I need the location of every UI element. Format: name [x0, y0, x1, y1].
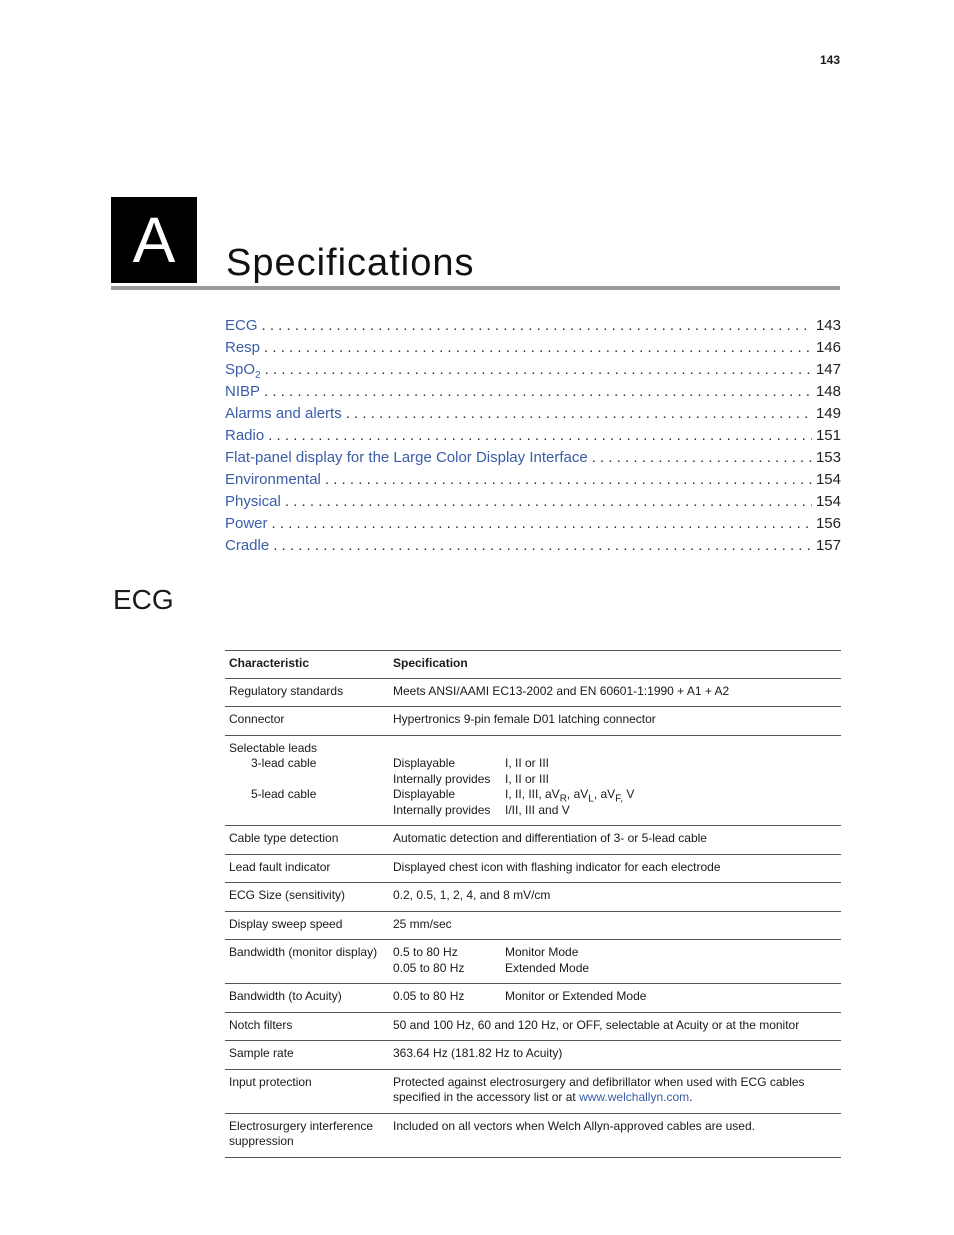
toc-link[interactable]: Physical [225, 493, 281, 510]
bandwidth-mode: Extended Mode [505, 960, 590, 975]
toc-page: 151 [815, 427, 841, 444]
toc-page: 154 [815, 471, 841, 488]
specification-cell: Included on all vectors when Welch Allyn-approved cables are used. [389, 1113, 841, 1157]
toc-link[interactable]: Cradle [225, 537, 270, 554]
lead-option-label: Displayable [393, 756, 456, 770]
toc-entry-radio[interactable] [225, 427, 841, 449]
specification-cell [389, 984, 841, 1013]
toc-link[interactable] [225, 361, 261, 381]
page-number: 143 [819, 53, 840, 67]
toc-link[interactable]: ECG [225, 317, 258, 334]
toc-link[interactable]: Flat-panel display for the Large Color Display Interface [225, 449, 588, 466]
specification-cell: 363.64 Hz (181.82 Hz to Acuity) [389, 1041, 841, 1070]
toc-link[interactable]: Environmental [225, 471, 321, 488]
toc-entry-power[interactable] [225, 515, 841, 537]
characteristic-cell: Input protection [225, 1069, 389, 1113]
cell-line: suppression [229, 1134, 294, 1148]
text-part: , aV [566, 787, 589, 801]
toc-page: 148 [815, 383, 841, 400]
toc-page: 146 [815, 339, 841, 356]
lead-option-value: I, II or III [505, 756, 550, 770]
toc-leader [592, 449, 812, 466]
table-row [225, 883, 841, 912]
welchallyn-link[interactable]: www.welchallyn.com [579, 1090, 690, 1104]
toc-link-subscript: 2 [255, 370, 261, 381]
characteristic-cell: Notch filters [225, 1012, 389, 1041]
table-row [225, 707, 841, 736]
table-row [225, 911, 841, 940]
toc-entry-nibp[interactable] [225, 383, 841, 405]
characteristic-cell: Lead fault indicator [225, 854, 389, 883]
characteristic-cell: Bandwidth (to Acuity) [225, 984, 389, 1013]
toc-page: 147 [815, 361, 841, 378]
bandwidth-grid [393, 945, 837, 976]
bandwidth-range: 0.05 to 80 Hz [393, 960, 465, 975]
bandwidth-range: 0.5 to 80 Hz [393, 945, 458, 959]
toc-page: 156 [815, 515, 841, 532]
table-row [225, 678, 841, 707]
toc-link-text: SpO [225, 361, 256, 378]
specification-cell [389, 940, 841, 984]
toc-page: 153 [815, 449, 841, 466]
toc-entry-flat-panel[interactable] [225, 449, 841, 471]
subscript: L [588, 793, 594, 805]
table-row [225, 1041, 841, 1070]
lead-option-value [505, 787, 837, 803]
column-header: Specification [389, 651, 841, 679]
toc-link[interactable]: NIBP [225, 383, 261, 400]
cell-spacer [393, 741, 837, 757]
toc-leader [273, 537, 812, 554]
toc-page: 154 [815, 493, 841, 510]
toc-leader [265, 361, 812, 378]
specification-cell: Automatic detection and differentiation of 3- or 5-lead cable [389, 826, 841, 855]
table-row [225, 1113, 841, 1157]
lead-option-label: Internally provides [393, 802, 491, 817]
characteristic-cell: Connector [225, 707, 389, 736]
table-of-contents [225, 317, 841, 559]
lead-option-label: Displayable [393, 787, 456, 801]
column-header: Characteristic [225, 651, 389, 679]
toc-link[interactable]: Power [225, 515, 268, 532]
cell-line: Selectable leads [229, 740, 318, 755]
characteristic-cell: ECG Size (sensitivity) [225, 883, 389, 912]
toc-entry-spo2[interactable] [225, 361, 841, 383]
chapter-letter-box: A [111, 197, 197, 283]
toc-leader [325, 471, 812, 488]
toc-entry-ecg[interactable] [225, 317, 841, 339]
spec-text: Protected against electrosurgery and defibrillator when used with ECG cables specified in the accessory list or at [393, 1074, 805, 1104]
subscript: F, [615, 793, 623, 805]
text-part: V [622, 787, 635, 801]
table-header-row [225, 651, 841, 679]
table-row [225, 984, 841, 1013]
toc-leader [272, 515, 812, 532]
specification-cell: Meets ANSI/AAMI EC13-2002 and EN 60601-1:1990 + A1 + A2 [389, 678, 841, 707]
lead-option-value: I/II, III and V [505, 802, 570, 817]
characteristic-cell: Bandwidth (monitor display) [225, 940, 389, 984]
toc-entry-physical[interactable] [225, 493, 841, 515]
ecg-spec-table [225, 650, 841, 1158]
characteristic-cell: Regulatory standards [225, 678, 389, 707]
table-row [225, 735, 841, 826]
lead-option-value: I, II or III [505, 771, 550, 786]
characteristic-cell [225, 735, 389, 826]
toc-entry-alarms[interactable] [225, 405, 841, 427]
toc-entry-environmental[interactable] [225, 471, 841, 493]
specification-cell: Displayed chest icon with flashing indicator for each electrode [389, 854, 841, 883]
table-row [225, 940, 841, 984]
toc-leader [346, 405, 812, 422]
characteristic-cell: Sample rate [225, 1041, 389, 1070]
text-part: , aV [593, 787, 616, 801]
specification-cell: 50 and 100 Hz, 60 and 120 Hz, or OFF, selectable at Acuity or at the monitor [389, 1012, 841, 1041]
characteristic-cell [225, 1113, 389, 1157]
toc-entry-cradle[interactable] [225, 537, 841, 559]
lead-grid [393, 756, 837, 818]
toc-page: 157 [815, 537, 841, 554]
table-row [225, 854, 841, 883]
bandwidth-mode: Monitor or Extended Mode [505, 989, 647, 1003]
toc-leader [262, 317, 812, 334]
chapter-title: Specifications [226, 242, 475, 284]
toc-entry-resp[interactable] [225, 339, 841, 361]
toc-link[interactable]: Alarms and alerts [225, 405, 342, 422]
specification-cell: 25 mm/sec [389, 911, 841, 940]
toc-link[interactable]: Resp [225, 339, 261, 356]
text-part: I, II, III, aV [505, 787, 560, 801]
table-row [225, 1012, 841, 1041]
specification-cell: 0.2, 0.5, 1, 2, 4, and 8 mV/cm [389, 883, 841, 912]
specification-cell: Hypertronics 9-pin female D01 latching connector [389, 707, 841, 736]
toc-leader [264, 339, 812, 356]
spec-text: . [689, 1090, 693, 1104]
toc-page: 149 [815, 405, 841, 422]
bandwidth-range: 0.05 to 80 Hz [393, 989, 465, 1003]
bandwidth-grid [393, 989, 837, 1005]
subscript: R [559, 793, 567, 805]
cell-line: 3-lead cable [251, 756, 317, 770]
specification-cell [389, 1069, 841, 1113]
cell-line: 5-lead cable [251, 787, 317, 801]
table-row [225, 826, 841, 855]
bandwidth-mode: Monitor Mode [505, 945, 579, 959]
cell-spacer [229, 772, 385, 788]
characteristic-cell: Display sweep speed [225, 911, 389, 940]
toc-link[interactable]: Radio [225, 427, 265, 444]
cell-line: Electrosurgery interference [229, 1118, 374, 1133]
toc-leader [285, 493, 812, 510]
toc-leader [268, 427, 812, 444]
toc-page: 143 [815, 317, 841, 334]
chapter-rule [111, 286, 840, 290]
toc-leader [264, 383, 812, 400]
characteristic-cell: Cable type detection [225, 826, 389, 855]
cell-spacer [229, 803, 385, 819]
section-heading: ECG [113, 584, 174, 615]
specification-cell [389, 735, 841, 826]
lead-option-label: Internally provides [393, 771, 491, 786]
table-row [225, 1069, 841, 1113]
